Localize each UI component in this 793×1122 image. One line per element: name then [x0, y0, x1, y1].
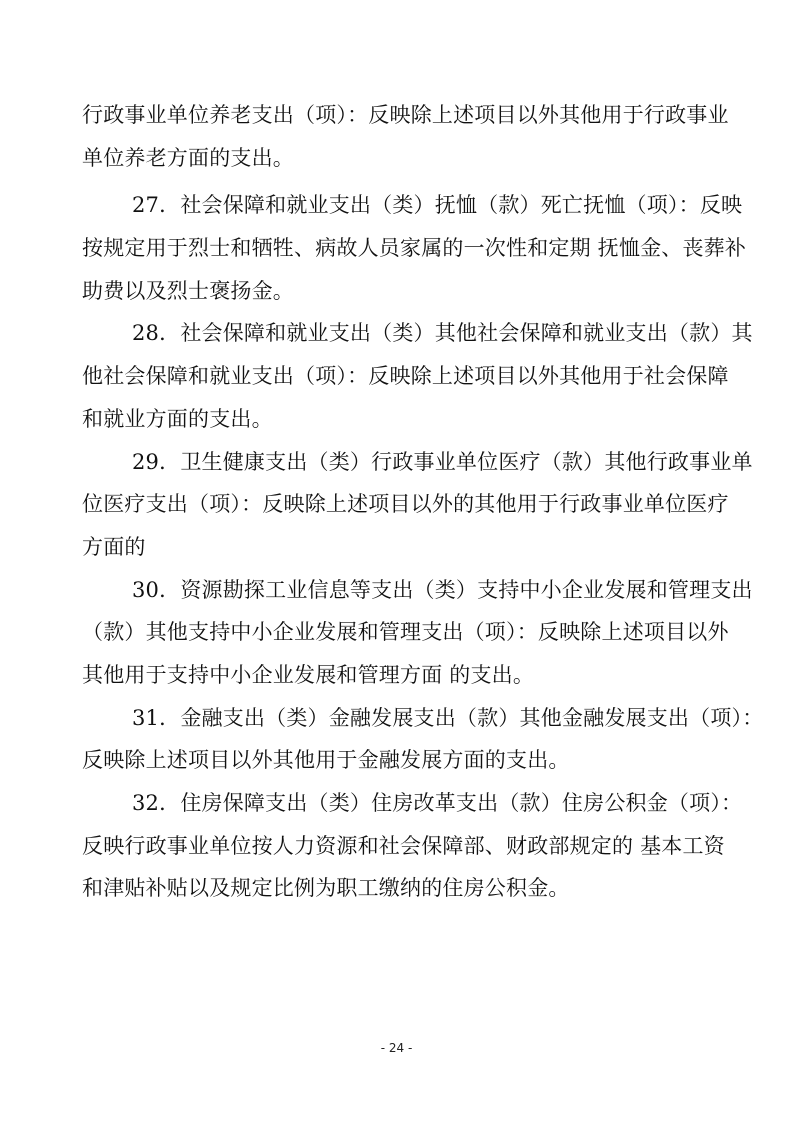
text-line-2: 单位养老方面的支出。	[82, 146, 294, 170]
paragraph-29-line-3: 方面的	[82, 535, 146, 559]
paragraph-27-line-3: 助费以及烈士褒扬金。	[82, 279, 294, 303]
paragraph-27-line-2: 按规定用于烈士和牺牲、病故人员家属的一次性和定期 抚恤金、丧葬补	[82, 236, 747, 260]
paragraph-30-line-2: （款）其他支持中小企业发展和管理支出（项）：反映除上述项目以外	[82, 620, 729, 644]
paragraph-29-line-2: 位医疗支出（项）：反映除上述项目以外的其他用于行政事业单位医疗	[82, 492, 729, 516]
paragraph-31-line-2: 反映除上述项目以外其他用于金融发展方面的支出。	[82, 748, 570, 772]
paragraph-32-line-2: 反映行政事业单位按人力资源和社会保障部、财政部规定的 基本工资	[82, 834, 725, 858]
paragraph-29-line-1: 29．卫生健康支出（类）行政事业单位医疗（款）其他行政事业单	[132, 450, 753, 474]
paragraph-28-line-1: 28．社会保障和就业支出（类）其他社会保障和就业支出（款）其	[132, 321, 753, 345]
paragraph-28-line-3: 和就业方面的支出。	[82, 407, 273, 431]
paragraph-32-line-3: 和津贴补贴以及规定比例为职工缴纳的住房公积金。	[82, 876, 570, 900]
paragraph-30-line-3: 其他用于支持中小企业发展和管理方面 的支出。	[82, 663, 535, 687]
paragraph-31-line-1: 31．金融支出（类）金融发展支出（款）其他金融发展支出（项）：	[132, 706, 764, 730]
paragraph-28-line-2: 他社会保障和就业支出（项）：反映除上述项目以外其他用于社会保障	[82, 364, 729, 388]
text-line-1: 行政事业单位养老支出（项）：反映除上述项目以外其他用于行政事业	[82, 103, 729, 127]
page-number: - 24 -	[380, 1041, 413, 1055]
paragraph-27-line-1: 27．社会保障和就业支出（类）抚恤（款）死亡抚恤（项）：反映	[132, 193, 743, 217]
paragraph-32-line-1: 32．住房保障支出（类）住房改革支出（款）住房公积金（项）：	[132, 791, 743, 815]
paragraph-30-line-1: 30．资源勘探工业信息等支出（类）支持中小企业发展和管理支出	[132, 578, 753, 602]
